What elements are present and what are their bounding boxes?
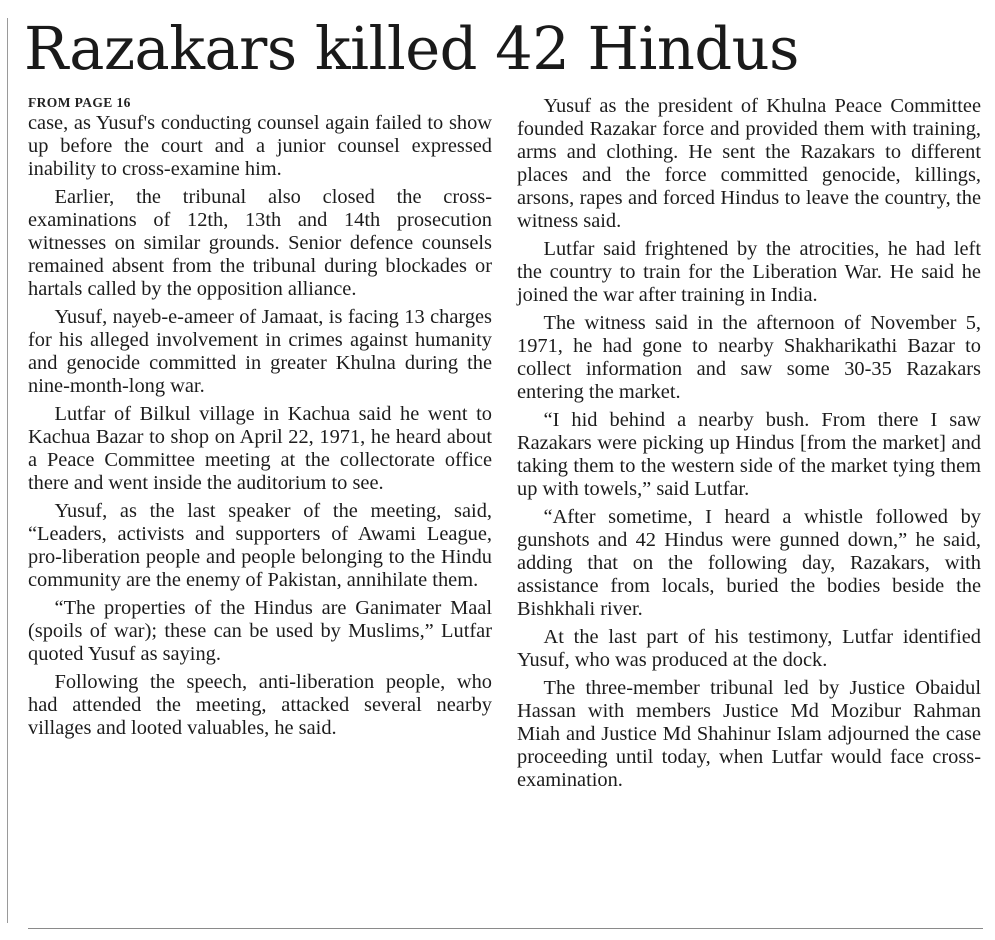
paragraph: Yusuf, nayeb-e-ameer of Jamaat, is facing 13 charges for his alleged involvement in crimes against humanity and genocide committed in greater Khulna during the nine-month-long war.: [28, 306, 492, 397]
paragraph: Yusuf, as the last speaker of the meeting, said, “Leaders, activists and supporters of Awami League, pro-liberation people and people belonging to the Hindu community are the enemy of Pakistan, annihilate them.: [28, 500, 492, 591]
paragraph: “I hid behind a nearby bush. From there I saw Razakars were picking up Hindus [from the market] and taking them to the western side of the market tying them up with towels,” said Lutfar.: [517, 409, 981, 500]
bottom-rule: [28, 928, 983, 929]
headline: Razakars killed 42 Hindus: [24, 14, 799, 83]
paragraph: “After sometime, I heard a whistle followed by gunshots and 42 Hindus were gunned down,” he said, adding that on the following day, Razakars, with assistance from locals, buried the bodies beside the Bishkhali river.: [517, 506, 981, 620]
right-column: [517, 95, 981, 797]
paragraph: Lutfar of Bilkul village in Kachua said he went to Kachua Bazar to shop on April 22, 1971, he heard about a Peace Committee meeting at the collectorate office there and went inside the auditorium to see.: [28, 403, 492, 494]
paragraph: case, as Yusuf's conducting counsel again failed to show up before the court and a junior counsel expressed inability to cross-examine him.: [28, 112, 492, 180]
left-column: [28, 94, 492, 745]
paragraph: Lutfar said frightened by the atrocities, he had left the country to train for the Liberation War. He said he joined the war after training in India.: [517, 238, 981, 306]
paragraph: The three-member tribunal led by Justice Obaidul Hassan with members Justice Md Mozibur Rahman Miah and Justice Md Shahinur Islam adjourned the case proceeding until today, when Lutfar would face cross-examination.: [517, 677, 981, 791]
continuation-kicker: FROM PAGE 16: [28, 95, 131, 110]
paragraph: Earlier, the tribunal also closed the cross-examinations of 12th, 13th and 14th prosecution witnesses on similar grounds. Senior defence counsels remained absent from the tribunal during blockades or hartals called by the opposition alliance.: [28, 186, 492, 300]
paragraph: “The properties of the Hindus are Ganimater Maal (spoils of war); these can be used by Muslims,” Lutfar quoted Yusuf as saying.: [28, 597, 492, 665]
paragraph: Yusuf as the president of Khulna Peace Committee founded Razakar force and provided them with training, arms and clothing. He sent the Razakars to different places and the force committed genocide, killings, arsons, rapes and forced Hindus to leave the country, the witness said.: [517, 95, 981, 232]
column-divider: [7, 18, 8, 923]
paragraph: Following the speech, anti-liberation people, who had attended the meeting, attacked several nearby villages and looted valuables, he said.: [28, 671, 492, 739]
paragraph: The witness said in the afternoon of November 5, 1971, he had gone to nearby Shakharikathi Bazar to collect information and saw some 30-35 Razakars entering the market.: [517, 312, 981, 403]
paragraph: At the last part of his testimony, Lutfar identified Yusuf, who was produced at the dock.: [517, 626, 981, 671]
